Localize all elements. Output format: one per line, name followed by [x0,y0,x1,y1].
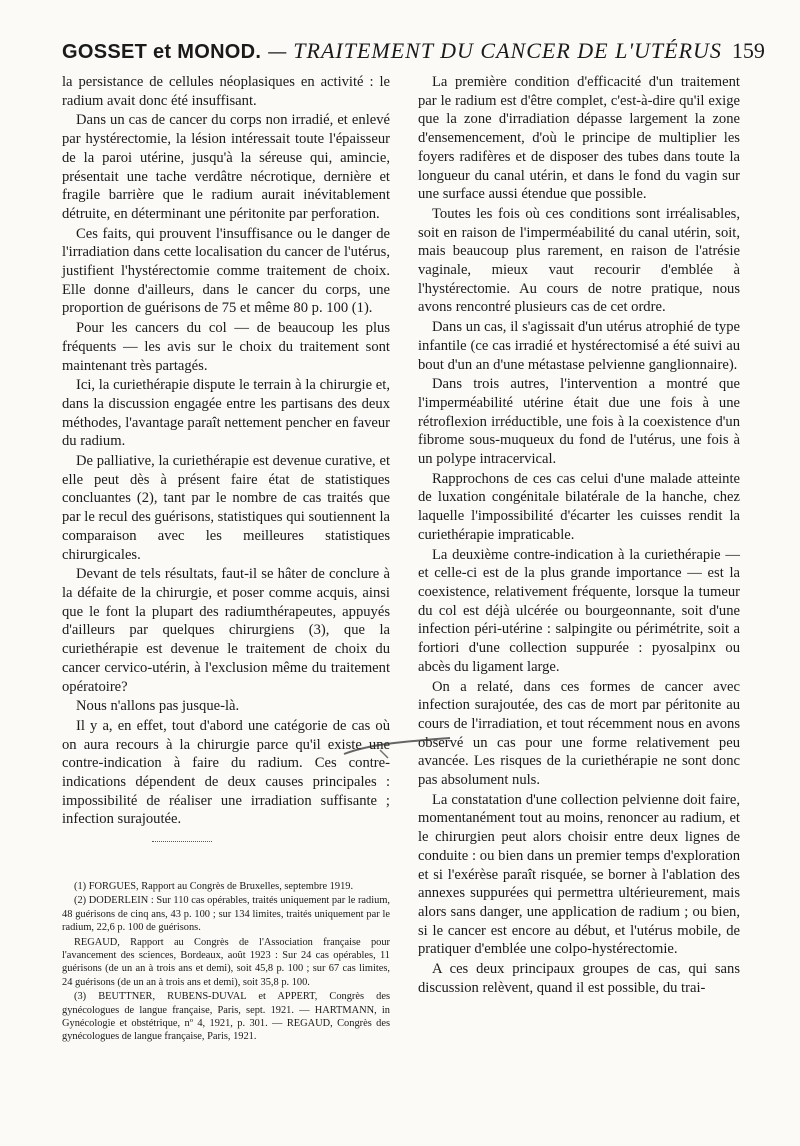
paragraph: Rapprochons de ces cas celui d'une malade atteinte de luxation congénitale bilatérale de la hanche, chez laquelle l'impossibilité d'écarter les cuisses rendit la curiethérapie impraticable. [418,470,740,543]
paragraph: Dans trois autres, l'intervention a montré que l'imperméabilité utérine était due une fois à une rétroflexion irréductible, une fois à la coexistence d'un fibrome sous-muqueux du fond de l'utérus, une fois à un polype intracervical. [418,376,740,468]
paragraph: La constatation d'une collection pelvienne doit faire, momentanément tout au moins, renoncer au radium, et le chirurgien peut alors choisir entre deux lignes de conduite : ou bien dans un premier temps d'exploration et si l'exérèse paraît risquée, se borner à l'ablation des annexes suppurées qui permettra ultérieurement, mais alors sans danger, une application de radium ; ou bien, si le cancer est encore au début, et l'utérus mobile, de pratiquer d'emblée une colpo-hystérectomie. [418,791,740,958]
right-column [418,73,740,997]
paragraph: A ces deux principaux groupes de cas, qui sans discussion relèvent, quand il est possible, du trai- [418,961,740,996]
paragraph: La première condition d'efficacité d'un traitement par le radium est d'être complet, c'est-à-dire qu'il exige que la zone d'irradiation dépasse largement la zone d'ensemencement, d'où le principe de multiplier les foyers radifères et de disposer des tubes dans toute la longueur du canal utérin, et dans le fond du vagin sur une surface aussi étendue que possible. [418,74,740,203]
paragraph: Ces faits, qui prouvent l'insuffisance ou le danger de l'irradiation dans cette localisation du cancer de l'utérus, justifient l'hystérectomie comme traitement de choix. Elle donne d'ailleurs, dans le cancer du corps, une proportion de guérisons de 75 et même 80 p. 100 (1). [62,225,390,317]
paragraph: De palliative, la curiethérapie est devenue curative, et elle peut dès à présent faire état de statistiques concluantes (2), tant par le nombre de cas traités que par le recul des guérisons, statistiques qui soutiennent la comparaison avec les meilleures statistiques chirurgicales. [62,453,390,563]
header-authors: GOSSET et MONOD. [62,41,262,63]
paragraph: Devant de tels résultats, faut-il se hâter de conclure à la défaite de la chirurgie, et poser comme acquis, ainsi que le font la plupart des radiumthérapeutes, appuyés d'ailleurs par quelques chirurgiens (3), que la curiethérapie est devenue le traitement de choix du cancer cervico-utérin, à l'exclusion même du traitement opératoire? [62,566,390,695]
header-title: TRAITEMENT DU CANCER DE L'UTÉRUS [293,38,722,63]
running-header [62,38,765,68]
paragraph: la persistance de cellules néoplasiques en activité : le radium avait donc été insuffisant. [62,74,390,109]
left-column [62,73,390,856]
footnotes [62,880,390,1045]
footnote: (1) FORGUES, Rapport au Congrès de Bruxelles, septembre 1919. [74,881,354,892]
footnote: REGAUD, Rapport au Congrès de l'Association française pour l'avancement des sciences, Bordeaux, août 1923 : Sur 24 cas opérables, 11 guérisons (de un an à trois ans et demi), soit 45,8 p. 100 ; sur 67 cas limites, 24 guérisons (de un an à trois ans et demi), soit 35,8 p. 100. [62,936,390,988]
header-dash: — [267,39,288,63]
paragraph: Dans un cas, il s'agissait d'un utérus atrophié de type infantile (ce cas irradié et hystérectomisé a été suivi au bout d'un an d'une métastase pelvienne ganglionnaire). [418,319,740,373]
paragraph: Pour les cancers du col — de beaucoup les plus fréquents — les avis sur le choix du traitement sont maintenant très partagés. [62,320,390,374]
page-number: 159 [731,38,765,63]
paragraph: Nous n'allons pas jusque-là. [76,698,240,715]
paragraph: Toutes les fois où ces conditions sont irréalisables, soit en raison de l'imperméabilité du canal utérin, soit, mais beaucoup plus rarement, en raison de l'atrésie vaginale, mieux vaut recourir d'emblée à l'hystérectomie. Au cours de notre pratique, nous avons rencontré plusieurs cas de cet ordre. [418,205,740,316]
footnote-separator [152,841,212,842]
paragraph: Il y a, en effet, tout d'abord une catégorie de cas où on aura recours à la chirurgie parce qu'il existe une contre-indication à faire du radium. Ces contre-indications dépendent de deux causes principales : impossibilité de réaliser une irradiation suffisante ; infection surajoutée. [62,717,390,828]
footnote: (3) BEUTTNER, RUBENS-DUVAL et APPERT, Congrès des gynécologues de langue française, Paris, sept. 1921. — HARTMANN, in Gynécologie et obstétrique, nº 4, 1921, p. 301. — REGAUD, Congrès des gynécologues de langue française, Paris, 1921. [62,991,390,1043]
footnote: (2) DODERLEIN : Sur 110 cas opérables, traités uniquement par le radium, 48 guérisons de cinq ans, 43 p. 100 ; sur 134 limites, traités uniquement par le radium, 22,6 p. 100 de guérisons. [62,895,390,934]
paragraph: On a relaté, dans ces formes de cancer avec infection surajoutée, des cas de mort par péritonite au cours de l'irradiation, et tout récemment nous en avons observé un cas pour une forme relativement peu avancée. Les risques de la curiethérapie ne sont donc pas absolument nuls. [418,678,740,789]
paragraph: Ici, la curiethérapie dispute le terrain à la chirurgie et, dans la discussion engagée entre les partisans des deux méthodes, l'avantage paraît nettement pencher en faveur du radium. [62,377,390,450]
paragraph: Dans un cas de cancer du corps non irradié, et enlevé par hystérectomie, la lésion intéressait toute l'épaisseur de la paroi utérine, jusqu'à la séreuse qui, amincie, présentait une tache verdâtre nécrotique, dernière et fragile barrière que le radium aurait inévitablement détruite, en déterminant une péritonite par perforation. [62,112,390,222]
paragraph: La deuxième contre-indication à la curiethérapie — et celle-ci est de la plus grande importance — est la coexistence, relativement fréquente, lorsque la tumeur du col est déjà ulcérée ou bourgeonnante, soit d'une infection péri-utérine : salpingite ou périmétrite, soit a fortiori d'une collection suppurée : pyosalpinx ou abcès du ligament large. [418,546,740,675]
